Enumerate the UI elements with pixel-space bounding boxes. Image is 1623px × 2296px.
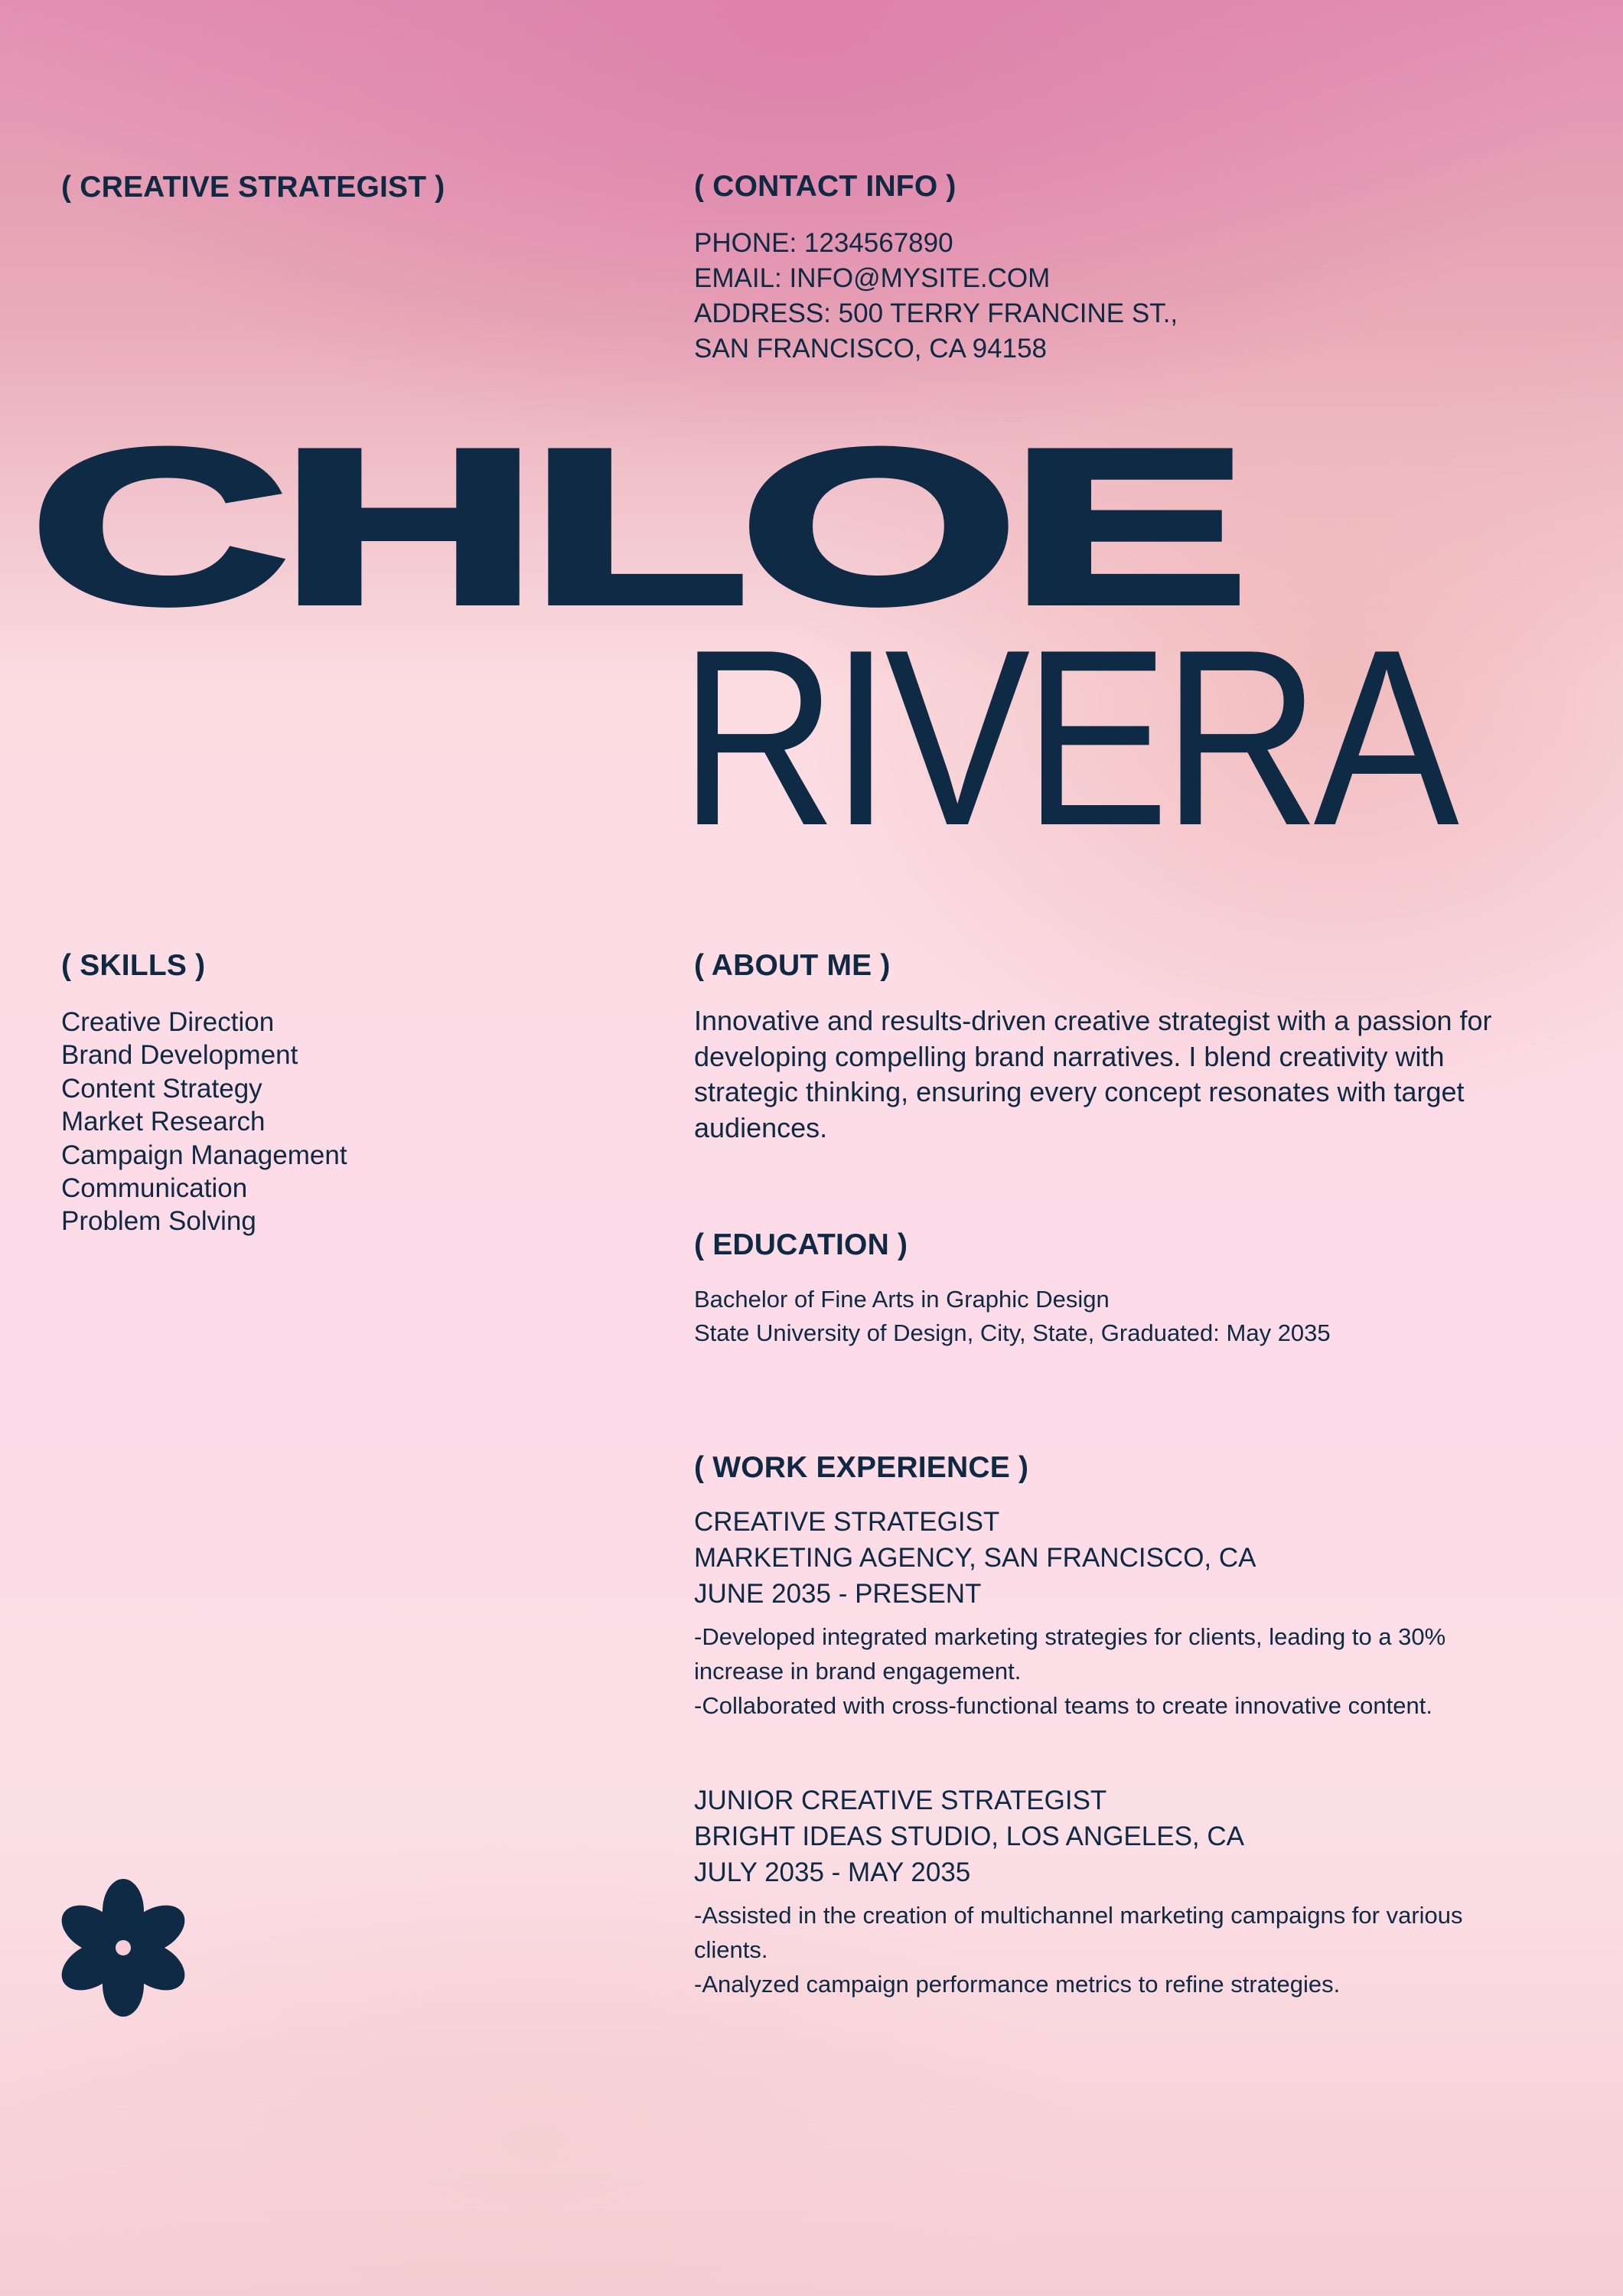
last-name: RIVERA [680, 597, 1453, 878]
education-lines [694, 1283, 1331, 1350]
job-bullet: -Developed integrated marketing strategies for clients, leading to a 30% increase in brand engagement. [694, 1623, 1446, 1684]
job-bullet: -Assisted in the creation of multichannel marketing campaigns for various clients. [694, 1902, 1463, 1963]
contact-address-line-2: SAN FRANCISCO, CA 94158 [694, 334, 1047, 364]
skill-item: Campaign Management [61, 1140, 347, 1170]
skills-list [61, 1006, 347, 1238]
education-heading: ( EDUCATION ) [694, 1228, 908, 1261]
contact-email: EMAIL: INFO@MYSITE.COM [694, 263, 1051, 293]
about-text: Innovative and results-driven creative strategist with a passion for developing compelling brand narratives. I blend creativity with strategic thinking, ensuring every concept resonates with target audiences. [694, 1005, 1492, 1143]
job-header [694, 1782, 1520, 1890]
contact-section [694, 171, 1178, 367]
education-section [694, 1230, 1331, 1350]
skill-item: Creative Direction [61, 1007, 275, 1037]
job-bullet: -Analyzed campaign performance metrics to refine strategies. [694, 1971, 1341, 1998]
skills-section [61, 951, 347, 1238]
skill-item: Market Research [61, 1107, 266, 1137]
role-heading: ( CREATIVE STRATEGIST ) [61, 171, 445, 204]
skill-item: Communication [61, 1173, 248, 1204]
skill-item: Problem Solving [61, 1206, 256, 1237]
skill-item: Content Strategy [61, 1073, 262, 1104]
job-header [694, 1504, 1520, 1612]
contact-address-line-1: ADDRESS: 500 TERRY FRANCINE ST., [694, 298, 1178, 328]
job-company: BRIGHT IDEAS STUDIO, LOS ANGELES, CA [694, 1821, 1244, 1851]
about-heading: ( ABOUT ME ) [694, 949, 891, 982]
contact-phone: PHONE: 1234567890 [694, 228, 953, 258]
work-heading: ( WORK EXPERIENCE ) [694, 1451, 1029, 1484]
contact-lines [694, 226, 1178, 367]
education-school: State University of Design, City, State, Graduated: May 2035 [694, 1319, 1331, 1346]
job-title: JUNIOR CREATIVE STRATEGIST [694, 1786, 1107, 1815]
work-section [694, 1453, 1520, 2001]
education-degree: Bachelor of Fine Arts in Graphic Design [694, 1286, 1110, 1313]
about-section [694, 951, 1505, 1146]
job-bullet: -Collaborated with cross-functional teams to create innovative content. [694, 1692, 1432, 1719]
job-company: MARKETING AGENCY, SAN FRANCISCO, CA [694, 1543, 1256, 1573]
job-dates: JUNE 2035 - PRESENT [694, 1579, 982, 1609]
contact-heading: ( CONTACT INFO ) [694, 170, 957, 203]
job-bullets [694, 1619, 1520, 1723]
skill-item: Brand Development [61, 1040, 298, 1071]
job-title: CREATIVE STRATEGIST [694, 1507, 1000, 1537]
job-entry [694, 1782, 1520, 2001]
skills-heading: ( SKILLS ) [61, 949, 206, 982]
job-bullets [694, 1898, 1520, 2001]
job-entry [694, 1504, 1520, 1723]
job-dates: JULY 2035 - MAY 2035 [694, 1857, 971, 1887]
flower-icon [61, 1879, 185, 2017]
first-name: CHLOE [31, 403, 1240, 649]
